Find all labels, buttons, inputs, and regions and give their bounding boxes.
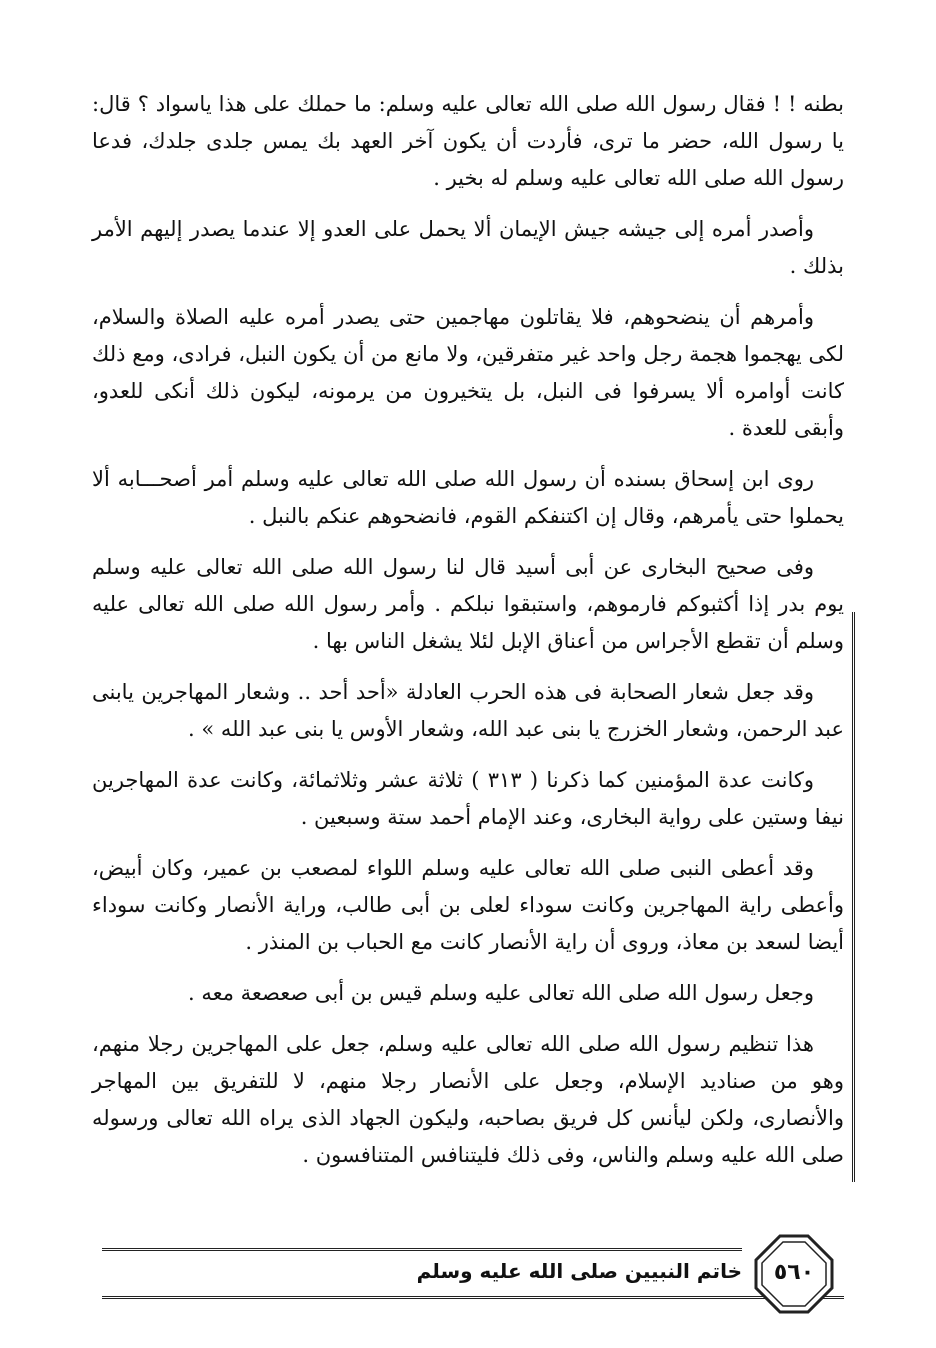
footer-rule-bottom [102, 1296, 844, 1299]
paragraph: وجعل رسول الله صلى الله تعالى عليه وسلم قيس بن أبى صعصعة معه . [187, 981, 814, 1005]
page-number-badge [752, 1232, 836, 1316]
paragraph: وأمرهم أن ينضحوهم، فلا يقاتلون مهاجمين حتى يصدر أمره عليه الصلاة والسلام، لكى يهجموا هجمة رجل واحد غير متفرقين، ولا مانع من أن يكون النبل، فرادى، ومع ذلك كانت أوامره ألا يسرفوا فى النبل، بل يتخيرون من يرمونه، ليكون ذلك أنكى للعدو، وأبقى للعدة . [92, 305, 844, 440]
page-number: ٥٦٠ [773, 1260, 815, 1285]
paragraph: وأصدر أمره إلى جيشه جيش الإيمان ألا يحمل على العدو إلا عندما يصدر إليهم الأمر بذلك . [92, 217, 844, 278]
paragraph: هذا تنظيم رسول الله صلى الله تعالى عليه وسلم، جعل على المهاجرين رجلا منهم، وهو من صناديد الإسلام، وجعل على الأنصار رجلا منهم، لا للتفريق بين المهاجر والأنصارى، ولكن ليأنس كل فريق بصاحبه، وليكون الجهاد الذى يراه الله تعالى ورسوله صلى الله عليه وسلم والناس، وفى ذلك فليتنافس المتنافسون . [92, 1032, 844, 1167]
page-footer [92, 1210, 844, 1320]
paragraph: وكانت عدة المؤمنين كما ذكرنا ( ٣١٣ ) ثلاثة عشر وثلاثمائة، وكانت عدة المهاجرين نيفا وستين على رواية البخارى، وعند الإمام أحمد ستة وسبعين . [92, 768, 844, 829]
paragraph: وقد أعطى النبى صلى الله تعالى عليه وسلم اللواء لمصعب بن عمير، وكان أبيض، وأعطى راية المهاجرين وكانت سوداء لعلى بن أبى طالب، وراية الأنصار وكانت سوداء أيضا لسعد بن معاذ، وروى أن راية الأنصار كانت مع الحباب بن المنذر . [92, 856, 844, 954]
paragraph: بطنه ! ! فقال رسول الله صلى الله تعالى عليه وسلم: ما حملك على هذا ياسواد ؟ قال: يا رسول الله، حضر ما ترى، فأردت أن يكون آخر العهد بك يمس جلدى جلدك، فدعا رسول الله صلى الله تعالى عليه وسلم له بخير . [92, 92, 844, 190]
paragraph: روى ابن إسحاق بسنده أن رسول الله صلى الله تعالى عليه وسلم أمر أصحـــابه ألا يحملوا حتى يأمرهم، وقال إن اكتنفكم القوم، فانضحوهم عنكم بالنبل . [92, 467, 844, 528]
margin-rule [852, 612, 855, 1182]
footer-rule-top [102, 1248, 742, 1251]
paragraph: وفى صحيح البخارى عن أبى أسيد قال لنا رسول الله صلى الله تعالى عليه وسلم يوم بدر إذا أكثبوكم فارموهم، واستبقوا نبلكم . وأمر رسول الله صلى الله تعالى عليه وسلم أن تقطع الأجراس من أعناق الإبل لئلا يشغل الناس بها . [92, 555, 844, 653]
running-title: خاتم النبيين صلى الله عليه وسلم [416, 1259, 742, 1283]
body-text [92, 86, 844, 1188]
paragraph: وقد جعل شعار الصحابة فى هذه الحرب العادلة «أحد أحد .. وشعار المهاجرين يابنى عبد الرحمن، وشعار الخزرج يا بنى عبد الله، وشعار الأوس يا بنى عبد الله » . [92, 680, 844, 741]
